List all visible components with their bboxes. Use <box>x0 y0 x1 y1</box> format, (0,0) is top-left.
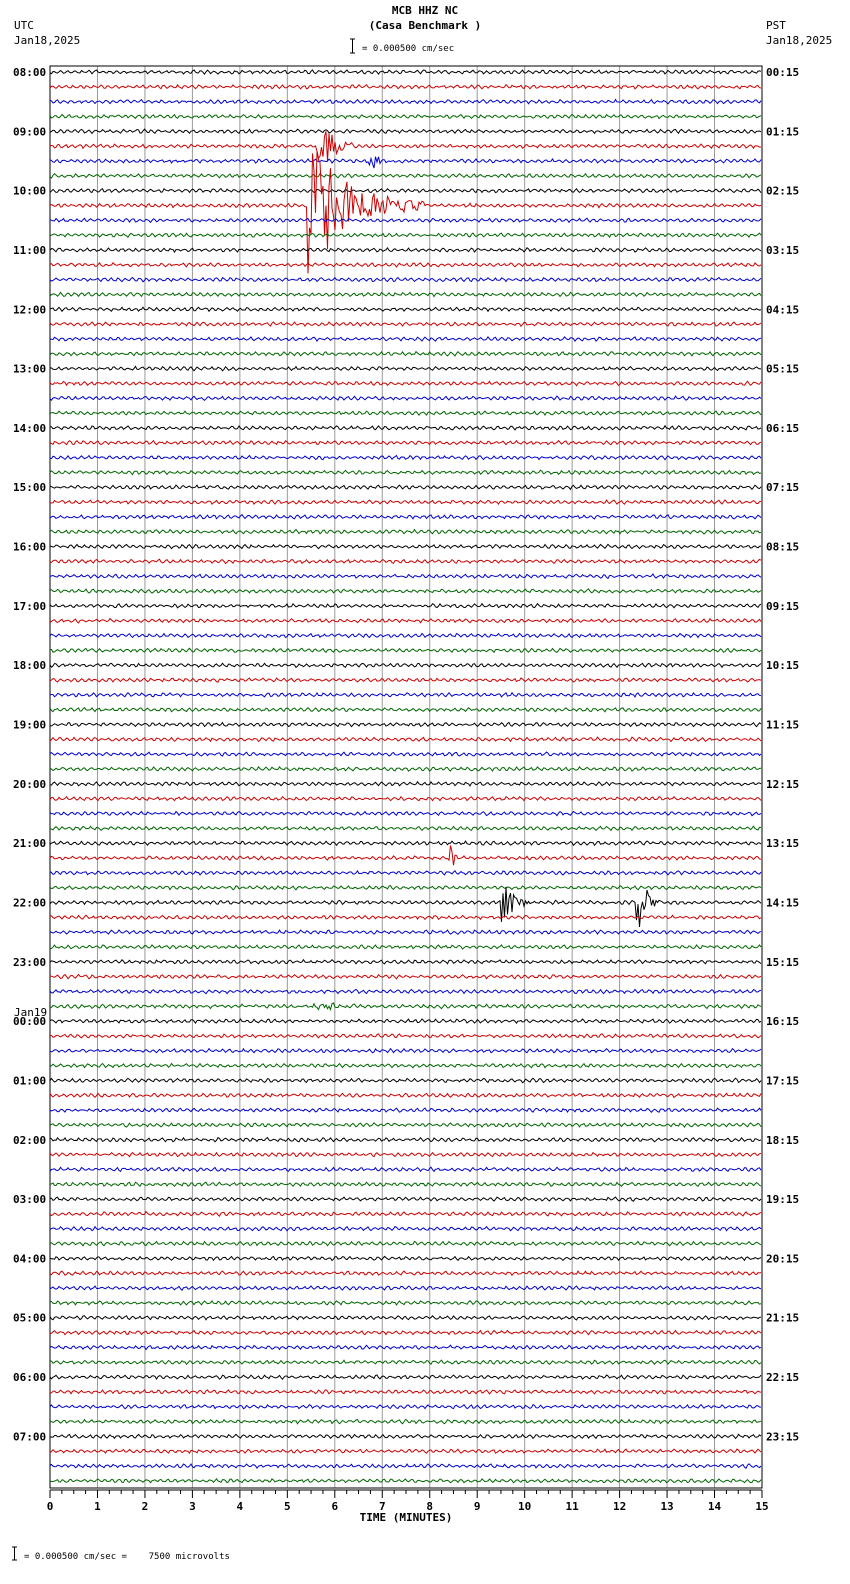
utc-hour-label: 02:00 <box>13 1133 47 1147</box>
seismic-trace <box>50 1479 761 1483</box>
pst-hour-label: 03:15 <box>766 243 800 257</box>
date-change-label: Jan19 <box>14 1006 48 1019</box>
pst-hour-label: 18:15 <box>766 1133 800 1147</box>
scale-label: = 0.000500 cm/sec <box>362 44 455 54</box>
seismic-trace <box>50 396 761 400</box>
seismic-trace <box>50 1241 761 1245</box>
seismic-trace <box>50 1390 761 1394</box>
seismic-trace <box>50 263 761 267</box>
seismic-trace <box>50 189 761 193</box>
utc-hour-label: 01:00 <box>13 1074 47 1088</box>
x-tick-label: 5 <box>284 1500 291 1513</box>
seismic-trace <box>50 752 761 756</box>
seismic-trace <box>50 797 761 801</box>
pst-hour-label: 02:15 <box>766 184 800 198</box>
x-tick-label: 6 <box>331 1500 339 1513</box>
pst-hour-label: 15:15 <box>766 955 800 969</box>
utc-hour-label: 07:00 <box>13 1430 47 1444</box>
x-tick-label: 8 <box>426 1500 434 1513</box>
footer-scale-note: = 0.000500 cm/sec = 7500 microvolts <box>24 1552 230 1562</box>
seismic-trace <box>50 693 761 697</box>
utc-hour-label: 13:00 <box>13 362 47 376</box>
seismic-trace <box>50 515 761 519</box>
seismic-trace <box>50 114 761 118</box>
x-tick-label: 15 <box>755 1500 769 1513</box>
seismic-trace <box>50 411 761 415</box>
pst-hour-label: 06:15 <box>766 421 800 435</box>
seismic-trace <box>50 1360 761 1364</box>
seismic-trace <box>50 678 761 682</box>
x-tick-label: 2 <box>141 1500 149 1513</box>
seismic-trace <box>50 1316 761 1320</box>
x-tick-label: 7 <box>378 1500 386 1513</box>
seismic-trace <box>50 1345 761 1349</box>
seismic-trace <box>50 1019 761 1023</box>
seismic-trace <box>50 1093 761 1097</box>
seismic-trace <box>50 455 761 459</box>
seismic-trace <box>50 70 761 74</box>
seismic-trace <box>50 989 761 993</box>
seismic-trace <box>50 960 761 964</box>
seismic-trace <box>50 381 761 385</box>
seismic-trace <box>50 722 761 726</box>
utc-hour-label: 20:00 <box>13 777 47 791</box>
x-tick-label: 1 <box>94 1500 101 1513</box>
seismic-trace <box>50 1049 761 1053</box>
seismic-trace <box>50 1064 761 1068</box>
x-tick-label: 14 <box>707 1500 722 1513</box>
pst-hour-label: 12:15 <box>766 777 800 791</box>
seismic-trace <box>50 530 761 534</box>
seismic-trace <box>50 248 761 252</box>
pst-hour-label: 11:15 <box>766 718 800 732</box>
seismic-trace <box>50 915 761 919</box>
seismic-trace <box>50 426 761 430</box>
seismic-trace <box>50 663 761 667</box>
seismic-trace <box>50 1256 761 1260</box>
seismic-trace <box>50 974 761 978</box>
utc-hour-label: 09:00 <box>13 125 47 139</box>
seismic-trace <box>50 218 761 222</box>
seismic-trace <box>50 544 761 548</box>
x-tick-label: 10 <box>518 1500 532 1513</box>
seismic-trace <box>50 1405 761 1409</box>
footer-scale-bar-icon <box>12 1547 17 1560</box>
x-tick-label: 0 <box>46 1500 54 1513</box>
seismic-trace <box>50 604 761 608</box>
seismic-trace <box>50 767 761 771</box>
seismic-trace <box>50 174 761 178</box>
seismic-trace <box>50 648 761 652</box>
seismic-trace <box>50 619 761 623</box>
pst-hour-label: 20:15 <box>766 1252 800 1266</box>
seismic-trace <box>50 1153 761 1157</box>
pst-hour-label: 22:15 <box>766 1371 800 1385</box>
seismic-trace <box>50 826 761 830</box>
x-tick-label: 3 <box>189 1500 196 1513</box>
seismic-trace <box>50 1182 761 1186</box>
seismic-trace <box>50 278 761 282</box>
seismic-trace <box>50 322 761 326</box>
seismic-trace <box>50 1375 761 1379</box>
utc-hour-label: 16:00 <box>13 540 47 554</box>
pst-hour-label: 23:15 <box>766 1430 800 1444</box>
seismic-trace <box>50 1138 761 1142</box>
seismic-trace <box>50 233 761 237</box>
seismic-trace <box>50 366 761 370</box>
seismic-trace <box>50 307 761 311</box>
utc-hour-label: 21:00 <box>13 837 47 851</box>
seismic-trace <box>50 589 761 593</box>
pst-hour-label: 01:15 <box>766 125 800 139</box>
seismic-trace <box>50 1227 761 1231</box>
pst-hour-label: 17:15 <box>766 1074 800 1088</box>
seismic-trace <box>50 352 761 356</box>
seismic-trace <box>50 1034 761 1038</box>
x-tick-label: 11 <box>565 1500 579 1513</box>
pst-hour-label: 05:15 <box>766 362 800 376</box>
utc-hour-label: 04:00 <box>13 1252 47 1266</box>
seismic-trace <box>50 1286 761 1290</box>
pst-hour-label: 08:15 <box>766 540 800 554</box>
seismic-trace <box>50 1330 761 1334</box>
seismic-trace <box>50 633 761 637</box>
pst-zone-label: PST <box>766 19 786 32</box>
utc-hour-label: 06:00 <box>13 1371 47 1385</box>
seismic-trace <box>50 1434 761 1438</box>
seismic-trace <box>50 100 761 104</box>
seismic-trace <box>50 292 761 296</box>
seismic-trace <box>50 470 761 474</box>
seismic-trace <box>50 841 761 845</box>
utc-zone-label: UTC <box>14 19 34 32</box>
seismic-trace <box>50 737 761 741</box>
seismic-trace <box>50 1212 761 1217</box>
seismic-trace <box>50 708 761 712</box>
pst-hour-label: 14:15 <box>766 896 800 910</box>
x-tick-label: 13 <box>660 1500 674 1513</box>
seismic-trace <box>50 131 761 161</box>
seismic-trace <box>50 1003 761 1010</box>
seismic-trace <box>50 945 761 949</box>
utc-hour-label: 17:00 <box>13 599 47 613</box>
pst-hour-label: 07:15 <box>766 481 800 495</box>
seismic-trace <box>50 1271 761 1275</box>
scale-bar-icon <box>350 39 355 53</box>
seismic-trace <box>50 1167 761 1171</box>
pst-hour-label: 09:15 <box>766 599 800 613</box>
utc-hour-label: 00:00 <box>13 1015 47 1029</box>
x-tick-label: 9 <box>473 1500 481 1513</box>
seismic-trace <box>50 1108 761 1112</box>
site-title: (Casa Benchmark ) <box>368 19 482 32</box>
seismic-trace <box>50 1078 761 1082</box>
seismic-trace <box>50 845 761 865</box>
pst-date-label: Jan18,2025 <box>766 34 833 47</box>
utc-hour-label: 19:00 <box>13 718 47 732</box>
seismic-trace <box>50 441 761 445</box>
x-tick-label: 12 <box>612 1500 627 1513</box>
x-axis-label: TIME (MINUTES) <box>359 1511 453 1524</box>
pst-hour-label: 00:15 <box>766 66 800 79</box>
station-title: MCB HHZ NC <box>391 4 459 17</box>
utc-hour-label: 08:00 <box>13 66 47 79</box>
seismic-trace <box>50 887 761 927</box>
utc-hour-label: 11:00 <box>13 243 47 257</box>
seismic-trace <box>50 574 761 578</box>
utc-hour-label: 22:00 <box>13 896 47 910</box>
utc-hour-label: 14:00 <box>13 421 47 435</box>
pst-hour-label: 21:15 <box>766 1311 800 1325</box>
utc-hour-label: 05:00 <box>13 1311 47 1325</box>
pst-hour-label: 19:15 <box>766 1193 800 1207</box>
seismic-trace <box>50 930 761 934</box>
utc-hour-label: 15:00 <box>13 481 47 495</box>
seismic-trace <box>50 1197 761 1201</box>
seismic-trace <box>50 559 761 563</box>
pst-hour-label: 13:15 <box>766 837 800 851</box>
utc-hour-label: 18:00 <box>13 659 47 673</box>
seismic-trace <box>50 1301 761 1305</box>
seismic-trace <box>50 1464 761 1468</box>
seismic-trace <box>50 337 761 341</box>
seismic-trace <box>50 500 761 504</box>
utc-hour-label: 23:00 <box>13 955 47 969</box>
utc-hour-label: 03:00 <box>13 1193 47 1207</box>
pst-hour-label: 04:15 <box>766 303 800 317</box>
seismic-trace <box>50 1420 761 1424</box>
utc-hour-label: 12:00 <box>13 303 47 317</box>
seismic-trace <box>50 485 761 489</box>
pst-hour-label: 10:15 <box>766 659 800 673</box>
pst-hour-label: 16:15 <box>766 1015 800 1029</box>
seismic-trace <box>50 1449 761 1453</box>
utc-hour-label: 10:00 <box>13 184 47 198</box>
seismic-trace <box>50 782 761 786</box>
seismic-trace <box>50 886 761 890</box>
seismic-trace <box>50 1123 761 1127</box>
seismic-trace <box>50 151 761 273</box>
seismic-trace <box>50 812 761 816</box>
x-tick-label: 4 <box>236 1500 244 1513</box>
seismic-trace <box>50 129 761 133</box>
utc-date-label: Jan18,2025 <box>14 34 81 47</box>
seismic-trace <box>50 157 761 168</box>
seismic-trace <box>50 871 761 875</box>
seismic-trace <box>50 85 761 89</box>
